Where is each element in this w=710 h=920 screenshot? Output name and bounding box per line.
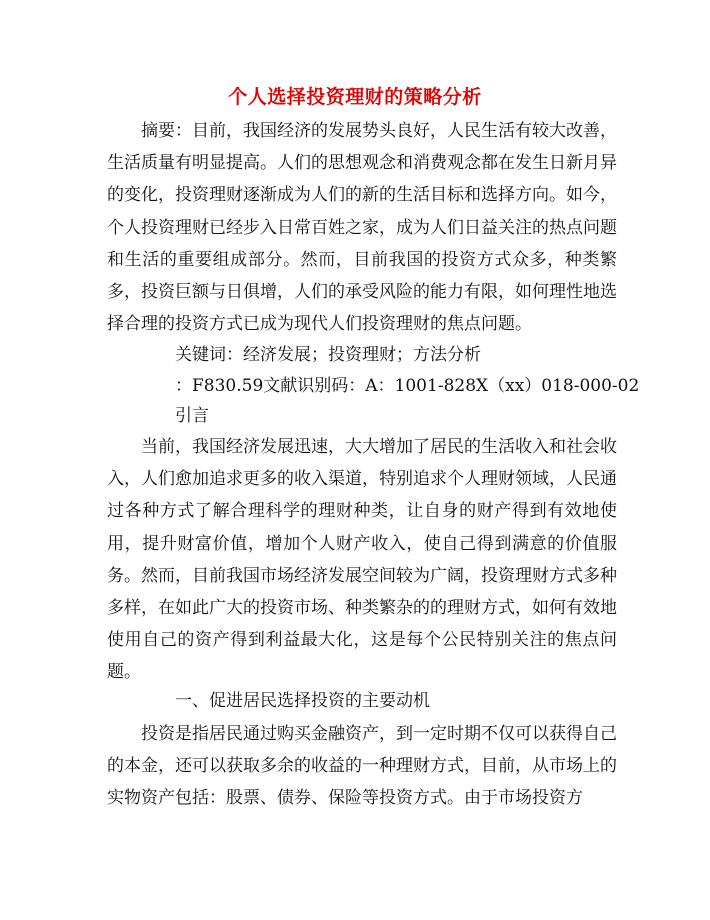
section1-paragraph: 投资是指居民通过购买金融资产，到一定时期不仅可以获得自己的本金，还可以获取多余的收益的一种理财方式，目前，从市场上的实物资产包括：股票、债券、保险等投资方式。由于市场投资方 — [107, 724, 617, 809]
keywords-line: 关键词：经济发展；投资理财；方法分析 — [175, 345, 481, 365]
document-title: 个人选择投资理财的策略分析 — [228, 86, 482, 108]
abstract-paragraph: 摘要：目前，我国经济的发展势头良好，人民生活有较大改善，生活质量有明显提高。人们的思想观念和消费观念都在发生日新月异的变化，投资理财逐渐成为人们的新的生活目标和选择方向。如今，个人投资理财已经步入日常百姓之家，成为人们日益关注的热点问题和生活的重要组成部分。然而，目前我国的投资方式众多，种类繁多，投资巨额与日俱增，人们的承受风险的能力有限，如何理性地选择合理的投资方式已成为现代人们投资理财的焦点问题。 — [107, 121, 617, 335]
intro-heading: 引言 — [175, 406, 209, 426]
section1-heading: 一、促进居民选择投资的主要动机 — [175, 691, 430, 711]
classification-line: ：F830.59文献识别码：A：1001-828X（xx）018-000-02 — [175, 376, 640, 396]
intro-paragraph: 当前，我国经济发展迅速，大大增加了居民的生活收入和社会收入，人们愈加追求更多的收入渠道，特别追求个人理财领域，人民通过各种方式了解合理科学的理财种类，让自身的财产得到有效地使用，提升财富价值，增加个人财产收入，使自己得到满意的价值服务。然而，目前我国市场经济发展空间较为广阔，投资理财方式多种多样，在如此广大的投资市场、种类繁杂的的理财方式，如何有效地使用自己的资产得到利益最大化，这是每个公民特别关注的焦点问题。 — [107, 437, 617, 683]
